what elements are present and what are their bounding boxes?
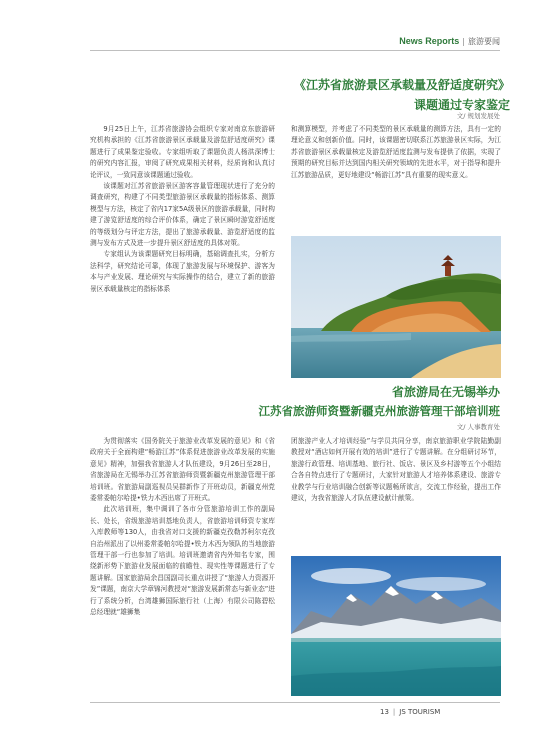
article1-right-column <box>291 124 501 181</box>
article1-left-column <box>90 124 275 295</box>
article2-title-line1: 省旅游局在无锡举办 <box>391 385 500 399</box>
section-title-en: News Reports <box>399 36 460 46</box>
article1-paragraph: 该课题对江苏省旅游景区游客容量管理现状进行了充分的调查研究，构建了不同类型旅游景区承载量的指标体系、测算模型与方法，核定了省内17家5A级景区的旅游承载量，同时构建了游览舒适度的综合评价体系，确定了景区瞬时游览舒适度的等级划分与评定方法，提出了旅游承载量、游览舒适度的监测与发布方式及进一步提升景区舒适度的具体对策。 <box>90 182 275 248</box>
footer-rule <box>90 702 500 703</box>
article2-paragraph: 为贯彻落实《国务院关于旅游业改革发展的意见》和《省政府关于全面构建“畅游江苏”体系促进旅游业改革发展的实施意见》精神，加强我省旅游人才队伍建设，9月26日至28日，省旅游局在无锡举办江苏省旅游师资暨新疆克州旅游管理干部培训班。省旅游局副巡视员吴群新作了开班动员，新疆克州党委常委帕尔哈提•铁力木西出席了开班式。 <box>90 437 275 503</box>
article1-paragraph: 专家组认为该课题研究目标明确，基础调查扎实，分析方法科学，研究结论可靠，体现了旅游发展与环境保护、游客为本与产业发展、理论研究与实际操作的结合，建立了新的旅游景区承载量核定的指标体系 <box>90 250 275 293</box>
article2-title <box>170 383 500 419</box>
article2-paragraph-continued: 团旅游产业人才培训经验”与学员共同分享，南京旅游职业学院陆勤副教授对“酒店如何开展有效的培训”进行了专题讲解。在分组研讨环节，旅游行政管理、培训基地、旅行社、饭店、景区及乡村游等五个小组结合各自特点进行了专题研讨，大家针对旅游人才培养体系建设、旅游专业教学与行业培训融合创新等议题畅所欲言，交流工作经验，提出工作建议，为我省旅游人才队伍建设献计献策。 <box>291 437 501 503</box>
article1-title-line1: 《江苏省旅游景区承载量及舒适度研究》 <box>293 78 510 92</box>
article1-paragraph: 9月25日上午，江苏省旅游协会组织专家对南京东旅游研究机构承担的《江苏省旅游景区承载量及游览舒适度研究》课题进行了成果鉴定验收。专家组听取了课题负责人杨洪深博士的研究内容汇报，审阅了研究成果相关材料，经质询和认真讨论评议，一致同意该课题通过验收。 <box>90 125 275 179</box>
article2-title-line2: 江苏省旅游师资暨新疆克州旅游管理干部培训班 <box>258 404 500 418</box>
article2-byline: 文/ 人事教育处 <box>456 423 500 431</box>
article1-title <box>190 76 510 113</box>
lake-cliff-photo <box>291 236 501 378</box>
section-title-cn: 旅游要闻 <box>468 37 500 46</box>
lake-cliff-illustration <box>291 236 501 378</box>
footer-separator: | <box>392 708 396 716</box>
page-number: 13 <box>380 708 389 716</box>
article1-paragraph-continued: 和测算模型，并考虑了不同类型的景区承载量的测算方法，具有一定的理论意义和创新价值。同时，该课题密切联系江苏旅游景区实际，为江苏省旅游景区承载量核定及游览舒适度监测与发布提供了依据，实现了预期的研究目标并达到国内相关研究领域的先进水平，对于指导和提升江苏旅游品质，更好地建设“畅游江苏”具有重要的现实意义。 <box>291 125 501 179</box>
article1-byline: 文/ 规划发展处 <box>456 112 500 120</box>
mountain-lake-photo <box>291 556 501 696</box>
footer-brand: JS TOURISM <box>399 708 441 716</box>
mountain-lake-illustration <box>291 556 501 696</box>
header-separator: | <box>462 37 465 46</box>
page-footer <box>380 708 440 716</box>
article2-left-column <box>90 436 275 619</box>
page-header <box>399 36 500 47</box>
header-rule <box>90 50 500 51</box>
article2-paragraph: 此次培训班，集中调训了各市分管旅游培训工作的副局长、处长，省级旅游培训基地负责人，省旅游培训师资专家库入库教师等130人，由我省对口支援的新疆克孜勒苏柯尔克孜自治州派出了以州委常委帕尔哈提•铁力木西为领队的当地旅游管理干部一行也参加了培训。培训班邀请省内外知名专家，围绕新形势下旅游业发展面临的前瞻性、现实性等课题进行了专题讲解。国家旅游局余昌国副司长重点讲授了“旅游人力资源开发”课题，南京大学章锦河教授对“旅游发展新常态与新业态”进行了系统分析，台湾雄狮国际旅行社（上海）有限公司陈碧松总经理就“雄狮集 <box>90 505 275 617</box>
article2-right-column <box>291 436 501 504</box>
article1-title-line2: 课题通过专家鉴定 <box>413 98 510 112</box>
